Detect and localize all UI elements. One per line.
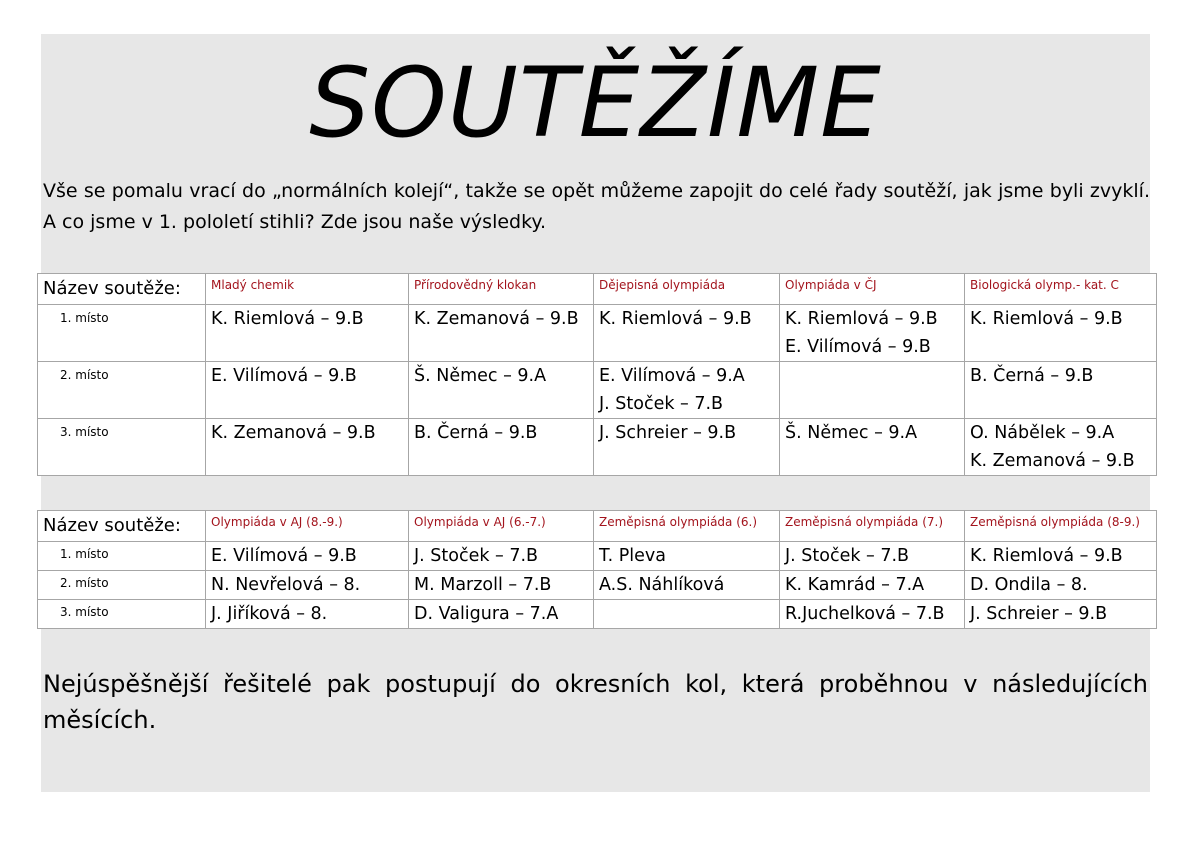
result-entry: Š. Němec – 9.A <box>414 366 547 386</box>
result-entry: J. Schreier – 9.B <box>599 423 737 443</box>
result-cell <box>965 419 1157 476</box>
place-label: 3. místo <box>38 600 206 629</box>
result-cell <box>965 305 1157 362</box>
result-cell: K. Riemlová – 9.B <box>965 542 1157 571</box>
table-row <box>38 600 1157 629</box>
table-row <box>38 542 1157 571</box>
place-label: 2. místo <box>38 362 206 419</box>
result-cell: E. Vilímová – 9.B <box>206 542 409 571</box>
result-entry: K. Riemlová – 9.B <box>785 309 938 329</box>
place-label: 3. místo <box>38 419 206 476</box>
result-cell <box>594 305 780 362</box>
result-cell-empty <box>780 362 965 419</box>
table-header-row <box>38 274 1157 305</box>
result-cell: D. Valigura – 7.A <box>409 600 594 629</box>
result-entry: O. Nábělek – 9.A <box>970 423 1115 443</box>
table-row <box>38 419 1157 476</box>
result-entry: K. Zemanová – 9.B <box>970 451 1135 471</box>
result-cell: R.Juchelková – 7.B <box>780 600 965 629</box>
result-cell <box>780 305 965 362</box>
result-cell <box>206 362 409 419</box>
table-row <box>38 362 1157 419</box>
result-cell <box>965 362 1157 419</box>
result-entry: K. Riemlová – 9.B <box>599 309 752 329</box>
results-table-1 <box>37 273 1157 476</box>
competition-label: Název soutěže: <box>38 511 206 542</box>
result-cell <box>594 419 780 476</box>
competition-name: Olympiáda v ČJ <box>780 274 965 305</box>
result-entry: B. Černá – 9.B <box>970 366 1094 386</box>
result-entry: E. Vilímová – 9.B <box>211 366 357 386</box>
result-cell: J. Jiříková – 8. <box>206 600 409 629</box>
closing-paragraph: Nejúspěšnější řešitelé pak postupují do okresních kol, která proběhnou v následujících měsících. <box>43 670 1148 734</box>
results-table-2 <box>37 510 1157 629</box>
competition-name: Přírodovědný klokan <box>409 274 594 305</box>
competition-name: Olympiáda v AJ (6.-7.) <box>409 511 594 542</box>
page-title: SOUTĚŽÍME <box>309 47 882 159</box>
place-label: 2. místo <box>38 571 206 600</box>
result-cell: K. Kamrád – 7.A <box>780 571 965 600</box>
result-entry: K. Riemlová – 9.B <box>211 309 364 329</box>
table-row <box>38 571 1157 600</box>
result-cell <box>409 362 594 419</box>
result-cell: A.S. Náhlíková <box>594 571 780 600</box>
competition-name: Zeměpisná olympiáda (6.) <box>594 511 780 542</box>
competition-name: Mladý chemik <box>206 274 409 305</box>
result-entry: B. Černá – 9.B <box>414 423 538 443</box>
result-cell: M. Marzoll – 7.B <box>409 571 594 600</box>
result-entry: K. Zemanová – 9.B <box>414 309 579 329</box>
result-entry: Š. Němec – 9.A <box>785 423 918 443</box>
result-cell <box>206 419 409 476</box>
result-cell: J. Stoček – 7.B <box>409 542 594 571</box>
intro-paragraph: Vše se pomalu vrací do „normálních kolejí“, takže se opět můžeme zapojit do celé řady soutěží, jak jsme byli zvyklí. A co jsme v 1. pololetí stihli? Zde jsou naše výsledky. <box>43 180 1150 233</box>
result-cell <box>780 419 965 476</box>
result-entry: E. Vilímová – 9.B <box>785 337 931 357</box>
result-cell: N. Nevřelová – 8. <box>206 571 409 600</box>
competition-name: Dějepisná olympiáda <box>594 274 780 305</box>
place-label: 1. místo <box>38 305 206 362</box>
result-cell: T. Pleva <box>594 542 780 571</box>
result-entry: J. Stoček – 7.B <box>599 394 724 414</box>
result-entry: E. Vilímová – 9.A <box>599 366 745 386</box>
table-header-row <box>38 511 1157 542</box>
result-entry: K. Riemlová – 9.B <box>970 309 1123 329</box>
competition-label: Název soutěže: <box>38 274 206 305</box>
result-cell <box>206 305 409 362</box>
result-cell <box>409 305 594 362</box>
place-label: 1. místo <box>38 542 206 571</box>
table-row <box>38 305 1157 362</box>
result-cell: J. Schreier – 9.B <box>965 600 1157 629</box>
competition-name: Zeměpisná olympiáda (8-9.) <box>965 511 1157 542</box>
result-cell-empty <box>594 600 780 629</box>
result-cell: D. Ondila – 8. <box>965 571 1157 600</box>
result-entry: K. Zemanová – 9.B <box>211 423 376 443</box>
result-cell <box>409 419 594 476</box>
competition-name: Olympiáda v AJ (8.-9.) <box>206 511 409 542</box>
competition-name: Zeměpisná olympiáda (7.) <box>780 511 965 542</box>
competition-name: Biologická olymp.- kat. C <box>965 274 1157 305</box>
result-cell: J. Stoček – 7.B <box>780 542 965 571</box>
result-cell <box>594 362 780 419</box>
